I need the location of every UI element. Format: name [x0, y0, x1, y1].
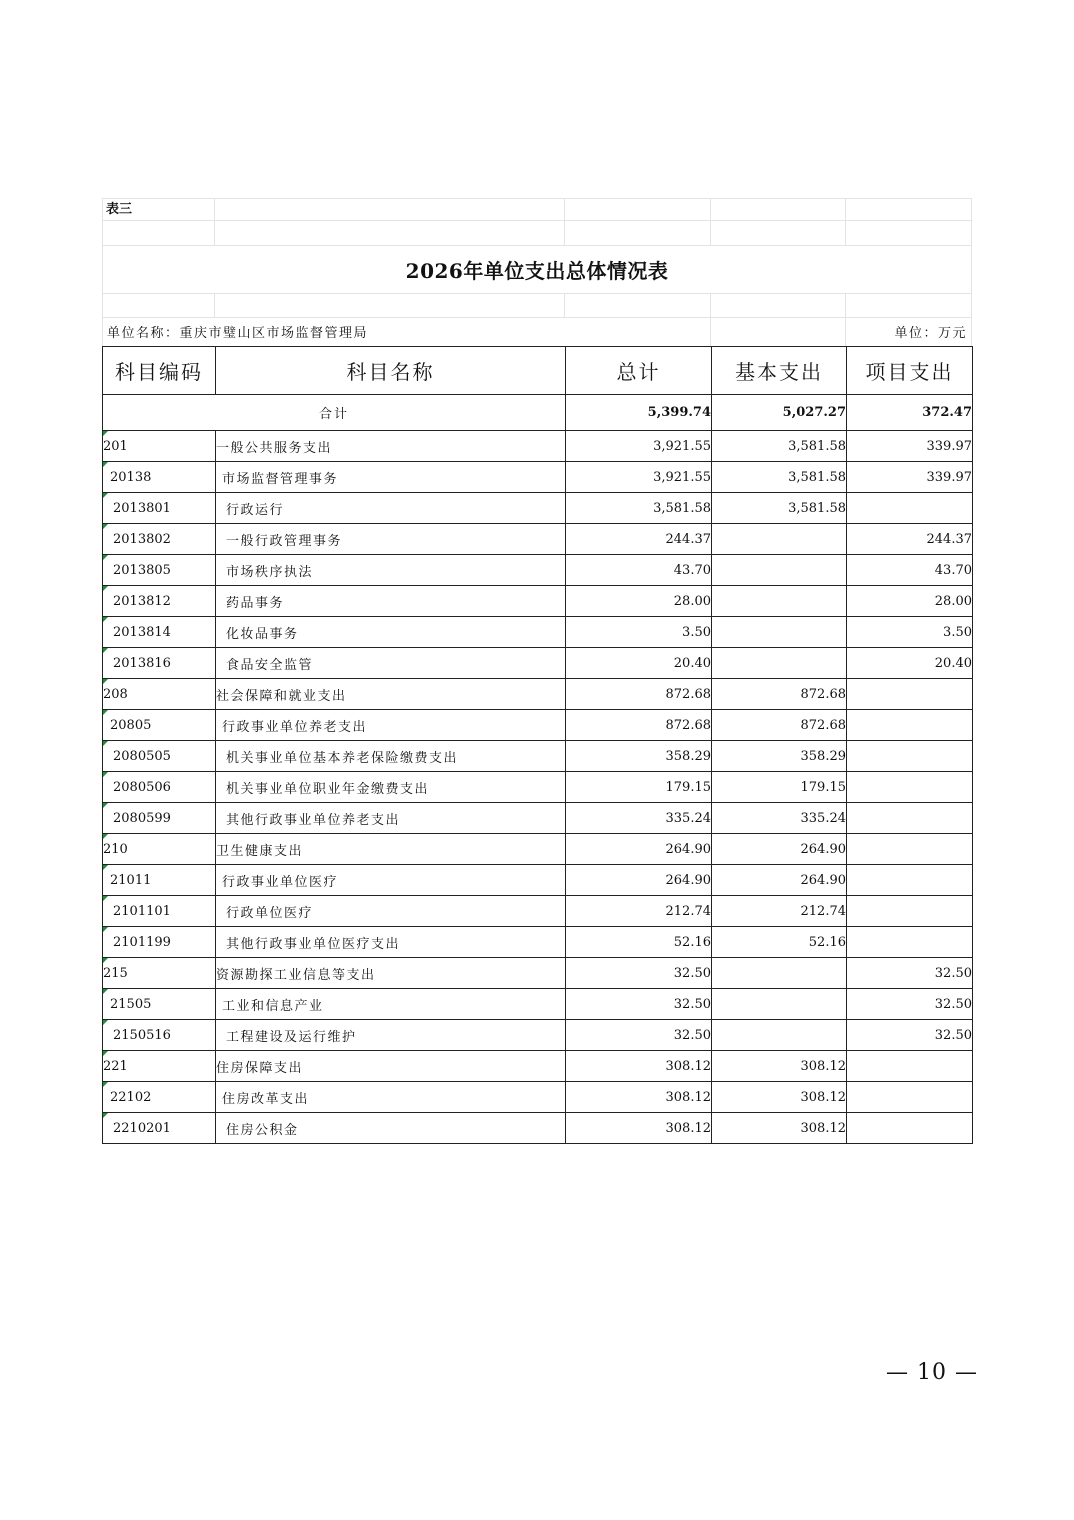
empty-cell: [102, 294, 215, 318]
row-code-text: 21505: [110, 996, 152, 1012]
empty-cell: [846, 198, 972, 221]
row-project: 43.70: [847, 555, 973, 586]
row-project: 339.97: [847, 431, 973, 462]
row-name: 食品安全监管: [216, 648, 566, 679]
cell-marker-icon: [103, 648, 108, 653]
table-row: [103, 555, 973, 586]
row-name: 工程建设及运行维护: [216, 1020, 566, 1051]
row-basic: [712, 958, 847, 989]
row-code-text: 20805: [110, 717, 152, 733]
row-code: [103, 927, 216, 958]
row-project: [847, 493, 973, 524]
row-basic: 872.68: [712, 679, 847, 710]
table-row: [103, 679, 973, 710]
cell-marker-icon: [103, 462, 108, 467]
table-row: [103, 617, 973, 648]
row-name: 社会保障和就业支出: [216, 679, 566, 710]
unit-measure: 单位：万元: [846, 318, 972, 346]
row-code-text: 210: [103, 841, 128, 857]
row-total: 32.50: [566, 989, 712, 1020]
empty-cell: [215, 198, 565, 221]
row-code: [103, 989, 216, 1020]
cell-marker-icon: [103, 834, 108, 839]
row-code: [103, 741, 216, 772]
table-row: [103, 958, 973, 989]
row-basic: [712, 555, 847, 586]
table-row: [103, 803, 973, 834]
row-project: [847, 710, 973, 741]
row-project: 3.50: [847, 617, 973, 648]
row-name: 其他行政事业单位医疗支出: [216, 927, 566, 958]
empty-cell: [565, 221, 711, 246]
row-code: [103, 462, 216, 493]
row-name: 行政事业单位医疗: [216, 865, 566, 896]
empty-cell: [846, 221, 972, 246]
row-code-text: 2013802: [113, 531, 171, 547]
empty-cell: [215, 294, 565, 318]
row-code: [103, 803, 216, 834]
row-basic: 3,581.58: [712, 431, 847, 462]
row-name: 行政运行: [216, 493, 566, 524]
row-name: 住房公积金: [216, 1113, 566, 1144]
unit-name: 单位名称：重庆市璧山区市场监督管理局: [102, 318, 711, 346]
cell-marker-icon: [103, 741, 108, 746]
row-code-text: 2013814: [113, 624, 171, 640]
empty-cell: [711, 318, 846, 346]
row-project: 20.40: [847, 648, 973, 679]
row-code: [103, 679, 216, 710]
row-name: 工业和信息产业: [216, 989, 566, 1020]
cell-marker-icon: [103, 865, 108, 870]
row-total: 872.68: [566, 710, 712, 741]
row-basic: 212.74: [712, 896, 847, 927]
row-code-text: 208: [103, 686, 128, 702]
cell-marker-icon: [103, 958, 108, 963]
row-code: [103, 648, 216, 679]
table-row: [103, 524, 973, 555]
cell-marker-icon: [103, 896, 108, 901]
row-project: [847, 741, 973, 772]
row-total: 244.37: [566, 524, 712, 555]
row-basic: [712, 989, 847, 1020]
row-code-text: 2080599: [113, 810, 171, 826]
empty-row: [102, 294, 972, 318]
row-code: [103, 1051, 216, 1082]
row-project: [847, 803, 973, 834]
cell-marker-icon: [103, 989, 108, 994]
row-total: 32.50: [566, 958, 712, 989]
row-code-text: 2210201: [113, 1120, 171, 1136]
row-name: 行政事业单位养老支出: [216, 710, 566, 741]
row-name: 住房保障支出: [216, 1051, 566, 1082]
row-code-text: 22102: [110, 1089, 152, 1105]
table-row: [103, 493, 973, 524]
row-total: 264.90: [566, 865, 712, 896]
cell-marker-icon: [103, 1020, 108, 1025]
empty-cell: [102, 221, 215, 246]
row-code-text: 2013801: [113, 500, 171, 516]
row-basic: 308.12: [712, 1113, 847, 1144]
total-row: [103, 395, 973, 431]
row-total: 3,921.55: [566, 462, 712, 493]
empty-cell: [565, 198, 711, 221]
empty-cell: [565, 294, 711, 318]
row-basic: 872.68: [712, 710, 847, 741]
row-code-text: 20138: [110, 469, 152, 485]
row-code-text: 221: [103, 1058, 128, 1074]
row-code: [103, 617, 216, 648]
cell-marker-icon: [103, 927, 108, 932]
table-row: [103, 834, 973, 865]
row-code-text: 2013812: [113, 593, 171, 609]
row-code: [103, 586, 216, 617]
unit-row: [102, 318, 972, 346]
row-code: [103, 710, 216, 741]
cell-marker-icon: [103, 431, 108, 436]
row-code: [103, 1020, 216, 1051]
table-row: [103, 927, 973, 958]
table-row: [103, 1051, 973, 1082]
row-name: 市场监督管理事务: [216, 462, 566, 493]
cell-marker-icon: [103, 1082, 108, 1087]
row-total: 335.24: [566, 803, 712, 834]
row-code-text: 2101101: [113, 903, 171, 919]
row-total: 3.50: [566, 617, 712, 648]
row-name: 一般行政管理事务: [216, 524, 566, 555]
row-project: 28.00: [847, 586, 973, 617]
expenditure-table: [102, 346, 973, 1144]
row-basic: [712, 586, 847, 617]
row-basic: 308.12: [712, 1051, 847, 1082]
row-total: 3,921.55: [566, 431, 712, 462]
row-name: 资源勘探工业信息等支出: [216, 958, 566, 989]
row-code-text: 215: [103, 965, 128, 981]
row-code-text: 2150516: [113, 1027, 171, 1043]
table-row: [103, 462, 973, 493]
row-name: 其他行政事业单位养老支出: [216, 803, 566, 834]
cell-marker-icon: [103, 586, 108, 591]
empty-row: [102, 221, 972, 246]
row-basic: 3,581.58: [712, 493, 847, 524]
row-project: 339.97: [847, 462, 973, 493]
total-sum: 5,399.74: [566, 395, 712, 431]
table-row: [103, 648, 973, 679]
total-basic: 5,027.27: [712, 395, 847, 431]
row-code-text: 2080505: [113, 748, 171, 764]
row-total: 358.29: [566, 741, 712, 772]
cell-marker-icon: [103, 679, 108, 684]
row-basic: [712, 617, 847, 648]
row-project: [847, 772, 973, 803]
cell-marker-icon: [103, 524, 108, 529]
row-basic: 358.29: [712, 741, 847, 772]
row-total: 308.12: [566, 1051, 712, 1082]
cell-marker-icon: [103, 772, 108, 777]
row-project: [847, 927, 973, 958]
row-project: [847, 1051, 973, 1082]
row-project: [847, 896, 973, 927]
cell-marker-icon: [103, 493, 108, 498]
title-row: [102, 246, 972, 294]
row-name: 药品事务: [216, 586, 566, 617]
sheet-label-row: [102, 198, 972, 221]
row-total: 20.40: [566, 648, 712, 679]
row-project: [847, 865, 973, 896]
row-total: 52.16: [566, 927, 712, 958]
header-row: [103, 347, 973, 395]
row-total: 32.50: [566, 1020, 712, 1051]
row-project: 32.50: [847, 958, 973, 989]
table-row: [103, 710, 973, 741]
row-total: 28.00: [566, 586, 712, 617]
row-name: 化妆品事务: [216, 617, 566, 648]
header-project: 项目支出: [847, 347, 973, 395]
table-row: [103, 586, 973, 617]
row-basic: 3,581.58: [712, 462, 847, 493]
row-basic: 179.15: [712, 772, 847, 803]
cell-marker-icon: [103, 617, 108, 622]
table-row: [103, 772, 973, 803]
table-row: [103, 865, 973, 896]
row-project: [847, 1082, 973, 1113]
row-code: [103, 834, 216, 865]
total-label: 合计: [103, 395, 566, 431]
table-row: [103, 431, 973, 462]
row-code-text: 2013805: [113, 562, 171, 578]
row-basic: 335.24: [712, 803, 847, 834]
row-code: [103, 896, 216, 927]
empty-cell: [215, 221, 565, 246]
table-row: [103, 989, 973, 1020]
row-name: 行政单位医疗: [216, 896, 566, 927]
table-row: [103, 1082, 973, 1113]
row-project: 32.50: [847, 1020, 973, 1051]
empty-cell: [846, 294, 972, 318]
header-code: 科目编码: [103, 347, 216, 395]
sheet-label: 表三: [102, 198, 215, 221]
row-basic: 308.12: [712, 1082, 847, 1113]
row-code-text: 201: [103, 438, 128, 454]
header-total: 总计: [566, 347, 712, 395]
table-row: [103, 1020, 973, 1051]
row-total: 179.15: [566, 772, 712, 803]
row-basic: [712, 524, 847, 555]
row-code: [103, 1082, 216, 1113]
row-code-text: 2013816: [113, 655, 171, 671]
row-name: 一般公共服务支出: [216, 431, 566, 462]
row-basic: 264.90: [712, 834, 847, 865]
row-project: 244.37: [847, 524, 973, 555]
row-basic: 52.16: [712, 927, 847, 958]
page-number: — 10 —: [886, 1360, 978, 1385]
row-code: [103, 493, 216, 524]
cell-marker-icon: [103, 555, 108, 560]
header-basic: 基本支出: [712, 347, 847, 395]
cell-marker-icon: [103, 803, 108, 808]
row-code: [103, 865, 216, 896]
total-project: 372.47: [847, 395, 973, 431]
row-total: 43.70: [566, 555, 712, 586]
row-project: [847, 834, 973, 865]
cell-marker-icon: [103, 1113, 108, 1118]
row-code-text: 21011: [110, 872, 152, 888]
table-row: [103, 1113, 973, 1144]
row-name: 机关事业单位基本养老保险缴费支出: [216, 741, 566, 772]
budget-sheet: [102, 198, 972, 1144]
table-title: 2026年单位支出总体情况表: [405, 259, 669, 283]
row-basic: 264.90: [712, 865, 847, 896]
cell-marker-icon: [103, 710, 108, 715]
header-name: 科目名称: [216, 347, 566, 395]
row-project: [847, 1113, 973, 1144]
row-code-text: 2080506: [113, 779, 171, 795]
row-total: 212.74: [566, 896, 712, 927]
empty-cell: [711, 198, 846, 221]
row-name: 住房改革支出: [216, 1082, 566, 1113]
row-project: 32.50: [847, 989, 973, 1020]
row-total: 264.90: [566, 834, 712, 865]
empty-cell: [711, 221, 846, 246]
empty-cell: [711, 294, 846, 318]
row-total: 308.12: [566, 1082, 712, 1113]
row-total: 308.12: [566, 1113, 712, 1144]
row-basic: [712, 1020, 847, 1051]
table-row: [103, 741, 973, 772]
row-name: 机关事业单位职业年金缴费支出: [216, 772, 566, 803]
row-total: 3,581.58: [566, 493, 712, 524]
row-basic: [712, 648, 847, 679]
row-code: [103, 431, 216, 462]
row-code: [103, 524, 216, 555]
row-code: [103, 1113, 216, 1144]
row-name: 市场秩序执法: [216, 555, 566, 586]
row-name: 卫生健康支出: [216, 834, 566, 865]
table-row: [103, 896, 973, 927]
row-code-text: 2101199: [113, 934, 171, 950]
row-total: 872.68: [566, 679, 712, 710]
row-code: [103, 772, 216, 803]
cell-marker-icon: [103, 1051, 108, 1056]
row-code: [103, 958, 216, 989]
row-code: [103, 555, 216, 586]
row-project: [847, 679, 973, 710]
